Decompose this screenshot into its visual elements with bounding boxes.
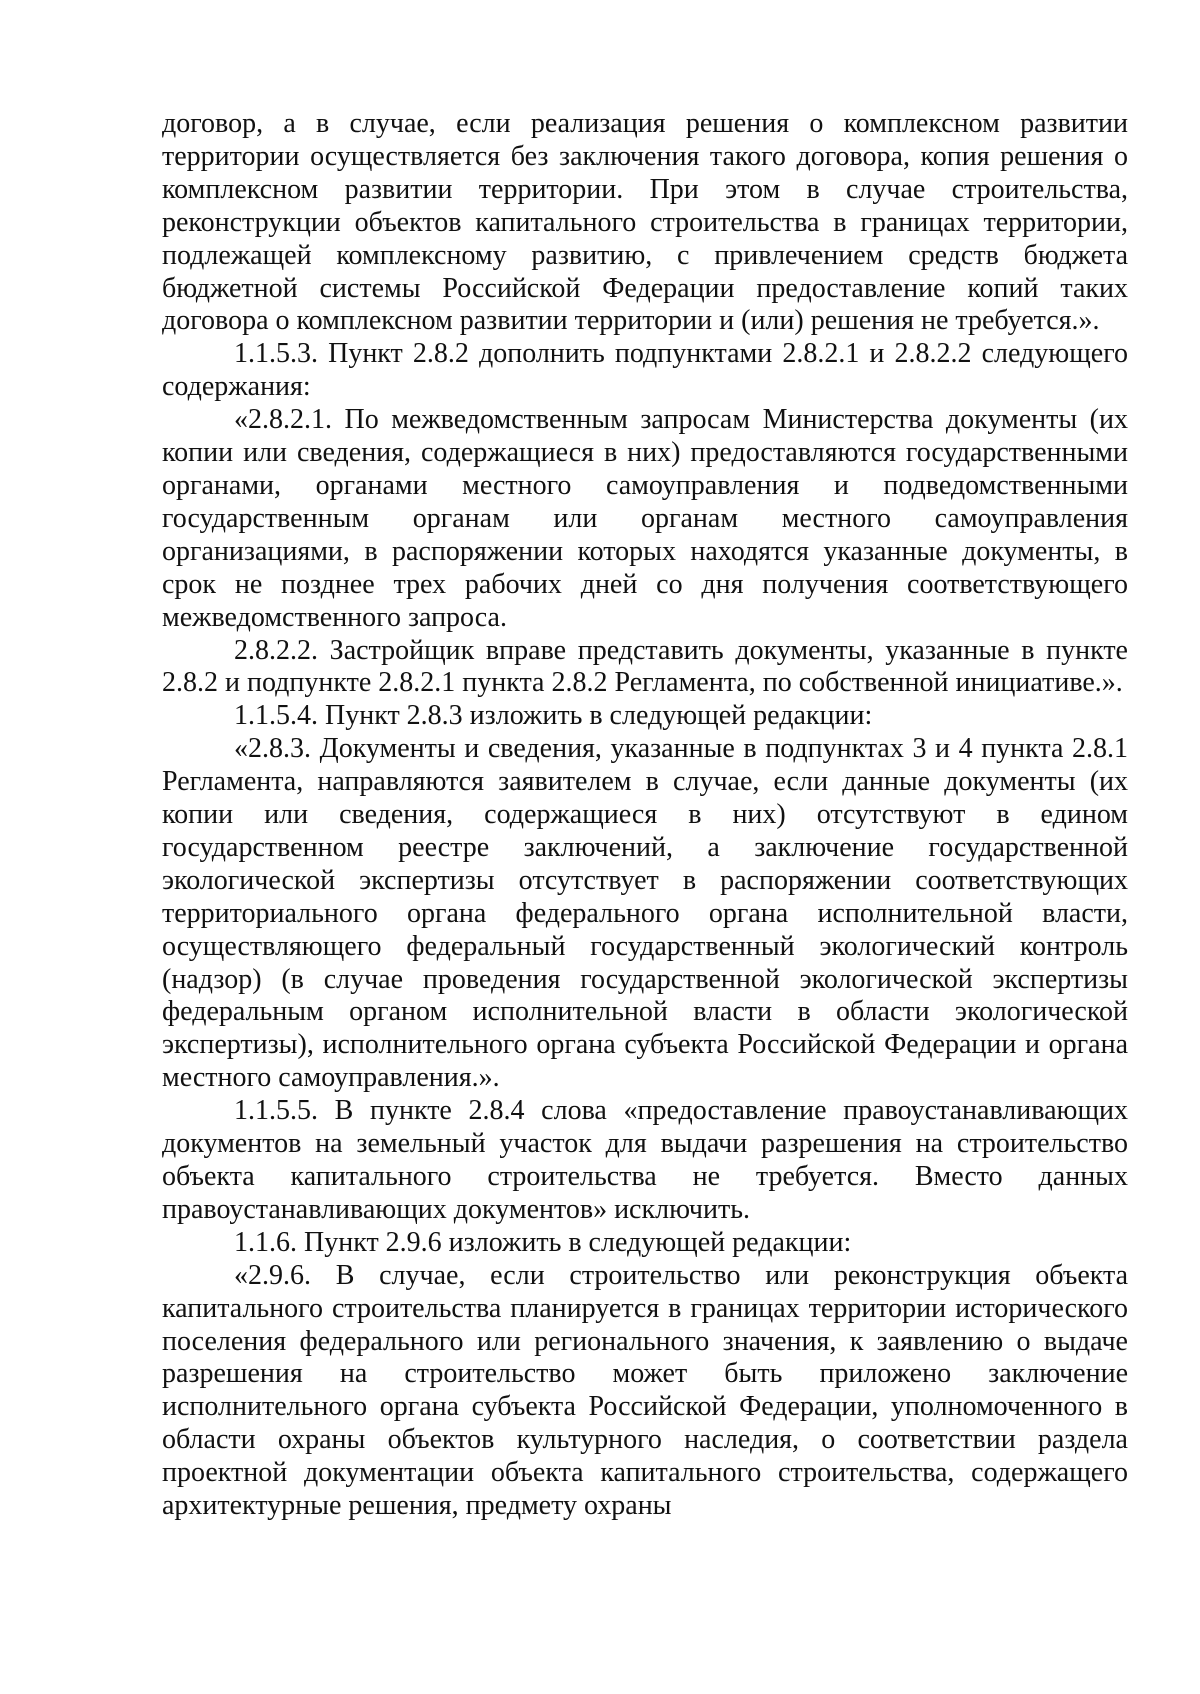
paragraph-1-1-5-5: 1.1.5.5. В пункте 2.8.4 слова «предоставление правоустанавливающих документов на земельный участок для выдачи разрешения на строительство объекта капитального строительства не требуется. Вместо данных правоустанавливающих документов» исключить. — [162, 1095, 1128, 1225]
paragraph-continuation: договор, а в случае, если реализация решения о комплексном развитии территории осуществляется без заключения такого договора, копия решения о комплексном развитии территории. При этом в случае строительства, реконструкции объектов капитального строительства в границах территории, подлежащей комплексному развитию, с привлечением средств бюджета бюджетной системы Российской Федерации предоставление копий таких договора о комплексном развитии территории и (или) решения не требуется.». — [162, 108, 1128, 337]
document-body — [162, 108, 1128, 1523]
paragraph-1-1-6: 1.1.6. Пункт 2.9.6 изложить в следующей редакции: — [234, 1226, 852, 1258]
paragraph-2-9-6: «2.9.6. В случае, если строительство или реконструкция объекта капитального строительства планируется в границах территории исторического поселения федерального или регионального значения, к заявлению о выдаче разрешения на строительство может быть приложено заключение исполнительного органа субъекта Российской Федерации, уполномоченного в области охраны объектов культурного наследия, о соответствии раздела проектной документации объекта капитального строительства, содержащего архитектурные решения, предмету охраны — [162, 1259, 1128, 1522]
paragraph-2-8-2-2: 2.8.2.2. Застройщик вправе представить документы, указанные в пункте 2.8.2 и подпункте 2.8.2.1 пункта 2.8.2 Регламента, по собственной инициативе.». — [162, 634, 1128, 699]
paragraph-2-8-2-1: «2.8.2.1. По межведомственным запросам Министерства документы (их копии или сведения, содержащиеся в них) предоставляются государственными органами, органами местного самоуправления и подведомственными государственным органам или органам местного самоуправления организациями, в распоряжении которых находятся указанные документы, в срок не позднее трех рабочих дней со дня получения соответствующего межведомственного запроса. — [162, 404, 1128, 633]
paragraph-1-1-5-4: 1.1.5.4. Пункт 2.8.3 изложить в следующей редакции: — [234, 700, 873, 732]
paragraph-1-1-5-3: 1.1.5.3. Пункт 2.8.2 дополнить подпунктами 2.8.2.1 и 2.8.2.2 следующего содержания: — [162, 338, 1128, 403]
paragraph-2-8-3: «2.8.3. Документы и сведения, указанные в подпунктах 3 и 4 пункта 2.8.1 Регламента, направляются заявителем в случае, если данные документы (их копии или сведения, содержащиеся в них) отсутствуют в едином государственном реестре заключений, а заключение государственной экологической экспертизы отсутствует в распоряжении соответствующих территориального органа федерального органа исполнительной власти, осуществляющего федеральный государственный экологический контроль (надзор) (в случае проведения государственной экологической экспертизы федеральным органом исполнительной власти в области экологической экспертизы), исполнительного органа субъекта Российской Федерации и органа местного самоуправления.». — [162, 733, 1128, 1094]
